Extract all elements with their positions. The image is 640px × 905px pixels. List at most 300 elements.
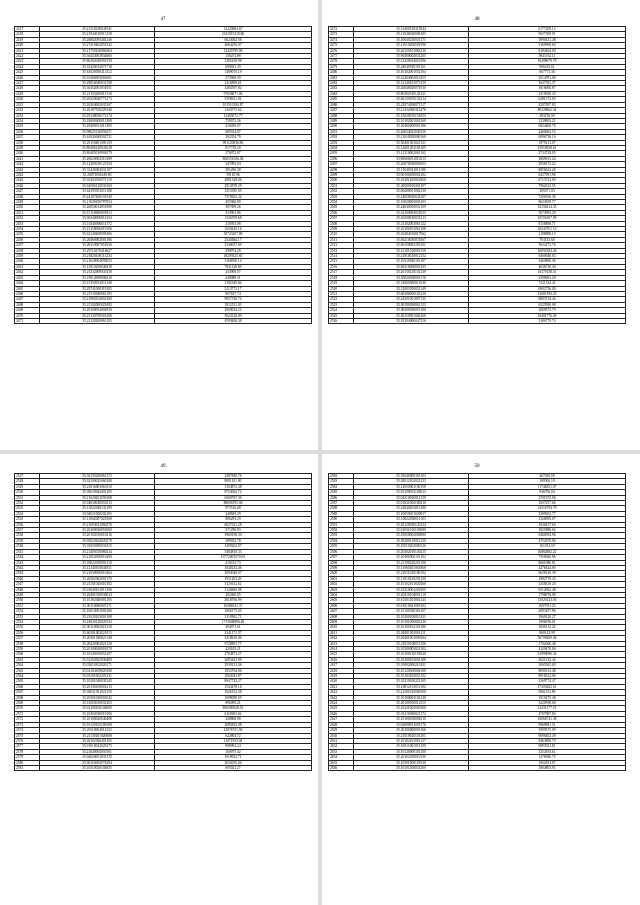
coordinate-cell: 35.01040000301103: [354, 474, 469, 479]
coordinate-cell: 35.04030020055213: [40, 501, 155, 506]
coordinate-cell: 35.20100054002930: [40, 308, 155, 313]
row-index-cell: 2438: [15, 140, 40, 145]
value-cell: 8661080.81: [469, 560, 626, 565]
coordinate-cell: 35.01210030021172: [354, 711, 469, 716]
value-cell: 2093421.99: [155, 657, 312, 662]
value-cell: 6325990.98: [469, 302, 626, 307]
value-cell: 10556107.09: [469, 216, 626, 221]
row-index-cell: 2571: [15, 711, 40, 716]
coordinate-cell: 35.86302040901530: [40, 59, 155, 64]
value-cell: 6281372.69: [469, 97, 626, 102]
value-cell: 2085823.08: [155, 722, 312, 727]
coordinate-cell: 35.10010001003106: [40, 609, 155, 614]
coordinate-cell: 35.01200103001100: [354, 657, 469, 662]
coordinate-cell: 35.10301000101020: [354, 760, 469, 765]
row-index-cell: 2597: [329, 555, 354, 560]
row-index-cell: 2463: [15, 275, 40, 280]
row-index-cell: 2598: [329, 560, 354, 565]
row-index-cell: 2545: [15, 571, 40, 576]
value-cell: 5024120.00: [155, 313, 312, 318]
row-index-cell: 2550: [15, 598, 40, 603]
value-cell: 6824400.70: [469, 124, 626, 129]
value-cell: 2093297.86: [469, 609, 626, 614]
coordinate-cell: 35.15150006019106: [40, 227, 155, 232]
coordinate-cell: 35.15020010151053: [354, 113, 469, 118]
coordinate-cell: 35.26130101063120: [354, 48, 469, 53]
row-index-cell: 2450: [15, 205, 40, 210]
coordinate-cell: 35.26040020071030: [354, 86, 469, 91]
value-cell: 16092304.26: [469, 248, 626, 253]
value-cell: 9857350.74: [155, 297, 312, 302]
coordinate-cell: 35.20130100001213: [40, 684, 155, 689]
value-cell: 5213772.17: [155, 286, 312, 291]
row-index-cell: 2584: [329, 484, 354, 489]
row-index-cell: 2495: [329, 151, 354, 156]
row-index-cell: 2556: [15, 630, 40, 635]
value-cell: 3125612.62: [155, 582, 312, 587]
coordinate-cell: 35.28110007051936: [40, 243, 155, 248]
coordinate-cell: 35.26500010031213: [354, 216, 469, 221]
row-index-cell: 2549: [15, 592, 40, 597]
coordinate-cell: 35.90400004031205: [354, 54, 469, 59]
value-cell: 6568707.30: [155, 495, 312, 500]
value-cell: 7962613.55: [469, 183, 626, 188]
value-cell: 3073093.29: [469, 210, 626, 215]
row-index-cell: 2621: [329, 684, 354, 689]
value-cell: 5186779.74: [469, 318, 626, 323]
row-index-cell: 2490: [329, 124, 354, 129]
row-index-cell: 2575: [15, 733, 40, 738]
row-index-cell: 2544: [15, 565, 40, 570]
coordinate-cell: 35.27419402051542: [40, 43, 155, 48]
value-cell: 1389070.19: [155, 70, 312, 75]
row-index-cell: 2428: [15, 86, 40, 91]
value-cell: 2969034.25: [155, 308, 312, 313]
coordinate-cell: 35.02000031003176: [354, 722, 469, 727]
value-cell: 4297097.83: [469, 102, 626, 107]
value-cell: 14516794.79: [469, 506, 626, 511]
row-index-cell: 2636: [329, 765, 354, 770]
value-cell: 8158898.71: [469, 221, 626, 226]
row-index-cell: 2589: [329, 511, 354, 516]
row-index-cell: 2505: [329, 205, 354, 210]
value-cell: 975516.68: [155, 506, 312, 511]
coordinate-cell: 35.20484010017062: [354, 232, 469, 237]
value-cell: 1443575.62: [155, 108, 312, 113]
row-index-cell: 2600: [329, 571, 354, 576]
value-cell: 1478386.75: [469, 755, 626, 760]
value-cell: 1000113.21: [469, 625, 626, 630]
coordinate-cell: 35.98025130050271: [40, 129, 155, 134]
value-cell: 7831128.69: [155, 264, 312, 269]
value-cell: 1283597.82: [155, 86, 312, 91]
coordinate-cell: 35.10510202000126: [354, 544, 469, 549]
row-index-cell: 2588: [329, 506, 354, 511]
row-index-cell: 2452: [15, 216, 40, 221]
coordinate-cell: 35.01021002100210: [354, 501, 469, 506]
row-index-cell: 2431: [15, 102, 40, 107]
row-index-cell: 2628: [329, 722, 354, 727]
coordinate-cell: 35.34100003021033: [354, 210, 469, 215]
row-index-cell: 2522: [329, 297, 354, 302]
value-cell: 4260062.53: [469, 129, 626, 134]
value-cell: 2476624.00: [469, 565, 626, 570]
coordinate-cell: 35.21510040061193: [40, 291, 155, 296]
row-index-cell: 2558: [15, 641, 40, 646]
row-index-cell: 2496: [329, 156, 354, 161]
row-index-cell: 2499: [329, 172, 354, 177]
coordinate-cell: 35.20120020120134: [354, 522, 469, 527]
value-cell: 2341171.37: [155, 630, 312, 635]
row-index-cell: 2531: [15, 495, 40, 500]
row-index-cell: 2542: [15, 555, 40, 560]
coordinate-cell: 35.66130105133214: [354, 97, 469, 102]
row-index-cell: 2629: [329, 728, 354, 733]
row-index-cell: 2596: [329, 549, 354, 554]
row-index-cell: 2455: [15, 232, 40, 237]
value-cell: 2514781.00: [469, 75, 626, 80]
coordinate-cell: 35.13400130315044: [354, 27, 469, 32]
row-index-cell: 2436: [15, 129, 40, 134]
value-cell: 3258410.20: [469, 582, 626, 587]
value-cell: 2398063.28: [469, 275, 626, 280]
coordinate-cell: 35.10011001013100: [354, 744, 469, 749]
row-index-cell: 2552: [15, 609, 40, 614]
value-cell: 3110902.71: [155, 614, 312, 619]
coordinate-cell: 35.10140010051107: [40, 652, 155, 657]
row-index-cell: 2573: [15, 722, 40, 727]
coordinate-cell: 35.21101010001150: [354, 248, 469, 253]
table-row: [329, 318, 626, 323]
page-number: 48: [474, 17, 480, 22]
value-cell: 667773.36: [469, 70, 626, 75]
row-index-cell: 2434: [15, 118, 40, 123]
value-cell: 1269774.47: [469, 679, 626, 684]
value-cell: 56708400.04: [469, 636, 626, 641]
value-cell: 1812511.03: [155, 302, 312, 307]
table-row: [15, 765, 312, 770]
row-index-cell: 2622: [329, 690, 354, 695]
coordinate-cell: 35.21750160060364: [40, 48, 155, 53]
coordinate-cell: 35.24020120020132: [40, 619, 155, 624]
row-index-cell: 2485: [329, 97, 354, 102]
value-cell: 1543478.16: [155, 684, 312, 689]
value-cell: 8001101.00: [155, 479, 312, 484]
coordinate-cell: 35.24050020041207: [354, 194, 469, 199]
coordinate-cell: 35.01040101013106: [40, 587, 155, 592]
row-index-cell: 2635: [329, 760, 354, 765]
value-cell: 31999096.34: [469, 652, 626, 657]
coordinate-cell: 35.21310230041941: [40, 27, 155, 32]
value-cell: 1487820.76: [155, 474, 312, 479]
row-index-cell: 2482: [329, 81, 354, 86]
coordinate-cell: 35.80405010901079: [40, 151, 155, 156]
value-cell: 9969881.51: [469, 722, 626, 727]
row-index-cell: 2489: [329, 118, 354, 123]
coordinate-cell: 35.05200110012130: [354, 538, 469, 543]
row-index-cell: 2510: [329, 232, 354, 237]
coordinate-cell: 35.26050014051980: [40, 205, 155, 210]
row-index-cell: 2492: [329, 135, 354, 140]
value-cell: 2784871.27: [155, 652, 312, 657]
row-index-cell: 2526: [329, 318, 354, 323]
coordinate-cell: 35.21620004093053: [40, 259, 155, 264]
row-index-cell: 2480: [329, 70, 354, 75]
row-index-cell: 2609: [329, 619, 354, 624]
row-index-cell: 2541: [15, 549, 40, 554]
row-index-cell: 2486: [329, 102, 354, 107]
coordinate-cell: 35.29741000319105: [40, 286, 155, 291]
coordinate-cell: 35.12405010121354: [40, 162, 155, 167]
value-cell: 298974.28: [155, 248, 312, 253]
value-cell: 6893021.81: [469, 744, 626, 749]
coordinate-cell: 35.24301001007135: [354, 297, 469, 302]
value-cell: 1328095.07: [469, 517, 626, 522]
value-cell: 2389652.77: [469, 511, 626, 516]
page-number: 49: [160, 464, 166, 469]
value-cell: 2540484.17: [155, 237, 312, 242]
row-index-cell: 2616: [329, 657, 354, 662]
value-cell: 13445799.09: [155, 48, 312, 53]
coordinate-cell: 35.10120102100108: [40, 722, 155, 727]
value-cell: 6902756.00: [469, 286, 626, 291]
value-cell: 5358631.01: [155, 97, 312, 102]
value-cell: 1062631.07: [469, 760, 626, 765]
coordinate-cell: 35.02150260061172: [40, 474, 155, 479]
row-index-cell: 2465: [15, 286, 40, 291]
row-index-cell: 2423: [15, 59, 40, 64]
value-cell: 59110.96: [155, 172, 312, 177]
row-index-cell: 2449: [15, 200, 40, 205]
row-index-cell: 2476: [329, 48, 354, 53]
value-cell: 3999575.09: [469, 728, 626, 733]
value-cell: 1697051.25: [469, 603, 626, 608]
coordinate-cell: 35.20302010130215: [354, 549, 469, 554]
coordinate-cell: 35.16020003001203: [354, 200, 469, 205]
value-cell: 3094048.07: [155, 571, 312, 576]
row-index-cell: 2429: [15, 91, 40, 96]
coordinate-cell: 35.02021031021150: [40, 690, 155, 695]
value-cell: 4599406.38: [155, 318, 312, 323]
value-cell: 16498678.70: [469, 59, 626, 64]
value-cell: 3104872.38: [155, 484, 312, 489]
value-cell: 17203262.61: [469, 684, 626, 689]
coordinate-cell: 35.20301020021148: [40, 636, 155, 641]
coordinate-cell: 35.61020050413112: [40, 70, 155, 75]
value-cell: 1911203.29: [155, 576, 312, 581]
row-index-cell: 2625: [329, 706, 354, 711]
value-cell: 6177209.12: [469, 27, 626, 32]
row-index-cell: 2560: [15, 652, 40, 657]
row-index-cell: 2557: [15, 636, 40, 641]
row-index-cell: 2540: [15, 544, 40, 549]
coordinate-cell: 35.20100000001166: [354, 728, 469, 733]
row-index-cell: 2458: [15, 248, 40, 253]
value-cell: 6460592.96: [469, 533, 626, 538]
coordinate-cell: 35.21944010913158: [40, 32, 155, 37]
row-index-cell: 2553: [15, 614, 40, 619]
row-index-cell: 2528: [15, 479, 40, 484]
row-index-cell: 2503: [329, 194, 354, 199]
value-cell: 7350040.96: [469, 555, 626, 560]
row-index-cell: 2595: [329, 544, 354, 549]
coordinate-cell: 35.10100100001010: [354, 717, 469, 722]
value-cell: 9463889.79: [469, 738, 626, 743]
row-index-cell: 2611: [329, 630, 354, 635]
value-cell: 420105.21: [155, 647, 312, 652]
coordinate-cell: 35.24040201013180: [354, 506, 469, 511]
value-cell: 2188886.19: [469, 232, 626, 237]
coordinate-cell: 35.23130700301260: [40, 313, 155, 318]
row-index-cell: 2491: [329, 129, 354, 134]
coordinate-cell: 35.05020104020279: [40, 538, 155, 543]
value-cell: 9460046.63: [469, 254, 626, 259]
row-index-cell: 2605: [329, 598, 354, 603]
row-index-cell: 2494: [329, 145, 354, 150]
row-index-cell: 2565: [15, 679, 40, 684]
value-cell: 11071933.04: [155, 738, 312, 743]
value-cell: 8918312.00: [469, 674, 626, 679]
coordinate-cell: 35.10101103061143: [354, 598, 469, 603]
value-cell: 2913878.29: [155, 183, 312, 188]
row-index-cell: 2527: [15, 474, 40, 479]
value-cell: 6027541.28: [155, 522, 312, 527]
table-row: [15, 318, 312, 323]
coordinate-cell: 35.10102101001127: [354, 738, 469, 743]
coordinate-cell: 35.11010120201100: [354, 576, 469, 581]
row-index-cell: 2512: [329, 243, 354, 248]
row-index-cell: 2454: [15, 227, 40, 232]
coordinate-cell: 35.21420034010196: [354, 59, 469, 64]
coordinate-cell: 35.29405031013105: [40, 124, 155, 129]
value-cell: 52156214.33: [469, 205, 626, 210]
row-index-cell: 2632: [329, 744, 354, 749]
row-index-cell: 2442: [15, 162, 40, 167]
coordinate-cell: 35.10050301020037: [354, 511, 469, 516]
row-index-cell: 2519: [329, 281, 354, 286]
row-index-cell: 2618: [329, 668, 354, 673]
value-cell: 3969198.30: [155, 533, 312, 538]
row-index-cell: 2577: [15, 744, 40, 749]
row-index-cell: 2484: [329, 91, 354, 96]
coordinate-cell: 35.18104000047116: [354, 318, 469, 323]
row-index-cell: 2471: [15, 318, 40, 323]
value-cell: 1007257.66: [469, 501, 626, 506]
row-index-cell: 2567: [15, 690, 40, 695]
row-index-cell: 2464: [15, 281, 40, 286]
coordinate-cell: 35.21003021060270: [40, 522, 155, 527]
row-index-cell: 2427: [15, 81, 40, 86]
coordinate-cell: 35.11010050000160: [354, 135, 469, 140]
row-index-cell: 2446: [15, 183, 40, 188]
value-cell: 2920417.60: [469, 522, 626, 527]
coordinate-cell: 35.21102003061122: [354, 221, 469, 226]
coordinate-cell: 35.21201010000100: [354, 690, 469, 695]
coordinate-cell: 35.26802093402146: [40, 37, 155, 42]
value-cell: 285071.03: [469, 189, 626, 194]
value-cell: 292460.05: [155, 592, 312, 597]
value-cell: 808092.24: [155, 744, 312, 749]
row-index-cell: 2456: [15, 237, 40, 242]
value-cell: 3168590.14: [155, 259, 312, 264]
coordinate-cell: 35.21232009043118: [40, 270, 155, 275]
value-cell: 4707987.84: [469, 711, 626, 716]
row-index-cell: 2501: [329, 183, 354, 188]
row-index-cell: 2633: [329, 749, 354, 754]
coordinate-cell: 35.03010042001165: [40, 490, 155, 495]
coordinate-cell: 35.10100102101180: [354, 625, 469, 630]
value-cell: 1002041.87: [155, 674, 312, 679]
coordinate-cell: 35.10012101011102: [354, 684, 469, 689]
coordinate-cell: 35.10200100010131: [354, 614, 469, 619]
value-cell: 6437091.96: [469, 172, 626, 177]
coordinate-cell: 35.21011020100102: [354, 571, 469, 576]
coordinate-cell: 35.21010010012152: [354, 254, 469, 259]
value-cell: 16882882.22: [469, 549, 626, 554]
row-index-cell: 2422: [15, 54, 40, 59]
row-index-cell: 2525: [329, 313, 354, 318]
coordinate-cell: 35.10022030011103: [354, 517, 469, 522]
row-index-cell: 2634: [329, 755, 354, 760]
coordinate-cell: 35.05020030001116: [354, 275, 469, 280]
row-index-cell: 2585: [329, 490, 354, 495]
coordinate-cell: 35.06340000814154: [40, 216, 155, 221]
coordinate-cell: 35.20200020051060: [40, 528, 155, 533]
row-index-cell: 2551: [15, 603, 40, 608]
row-index-cell: 2606: [329, 603, 354, 608]
value-cell: 7379602.32: [155, 194, 312, 199]
row-index-cell: 2483: [329, 86, 354, 91]
coordinate-cell: 35.35406003001661: [40, 75, 155, 80]
row-index-cell: 2537: [15, 528, 40, 533]
row-index-cell: 2579: [15, 755, 40, 760]
value-cell: 1882779.43: [469, 576, 626, 581]
value-cell: 1230903.21: [469, 118, 626, 123]
row-index-cell: 2592: [329, 528, 354, 533]
coordinate-cell: 35.20130210102139: [354, 270, 469, 275]
value-cell: 136251.88: [155, 54, 312, 59]
value-cell: 1713048986.48: [155, 619, 312, 624]
row-index-cell: 2624: [329, 701, 354, 706]
coordinate-cell: 35.10101006001220: [354, 619, 469, 624]
value-cell: 292354.79: [155, 135, 312, 140]
coordinate-cell: 35.10102040001105: [40, 598, 155, 603]
row-index-cell: 2509: [329, 227, 354, 232]
value-cell: 2621232.44: [469, 657, 626, 662]
value-cell: 80328662.34: [469, 108, 626, 113]
row-index-cell: 2554: [15, 619, 40, 624]
page-number: 47: [160, 17, 166, 22]
value-cell: 1659443.16: [155, 227, 312, 232]
coordinate-cell: 35.36352001031051: [40, 86, 155, 91]
value-cell: 1979121.07: [469, 140, 626, 145]
row-index-cell: 2523: [329, 302, 354, 307]
value-cell: 1627911.37: [469, 81, 626, 86]
coordinate-cell: 35.10340006011172: [40, 221, 155, 226]
coordinate-cell: 35.21103200013118: [40, 91, 155, 96]
coordinate-cell: 35.21120200061103: [40, 318, 155, 323]
row-index-cell: 2617: [329, 663, 354, 668]
coordinate-cell: 35.15110060001813: [40, 210, 155, 215]
value-cell: 533901.86: [155, 210, 312, 215]
row-index-cell: 2614: [329, 647, 354, 652]
row-index-cell: 2631: [329, 738, 354, 743]
value-cell: 3801152.89: [469, 690, 626, 695]
coordinate-cell: 35.20401030030014: [40, 592, 155, 597]
value-cell: 4036730.40: [469, 264, 626, 269]
coordinate-cell: 35.04506120033160: [40, 183, 155, 188]
row-index-cell: 2563: [15, 668, 40, 673]
